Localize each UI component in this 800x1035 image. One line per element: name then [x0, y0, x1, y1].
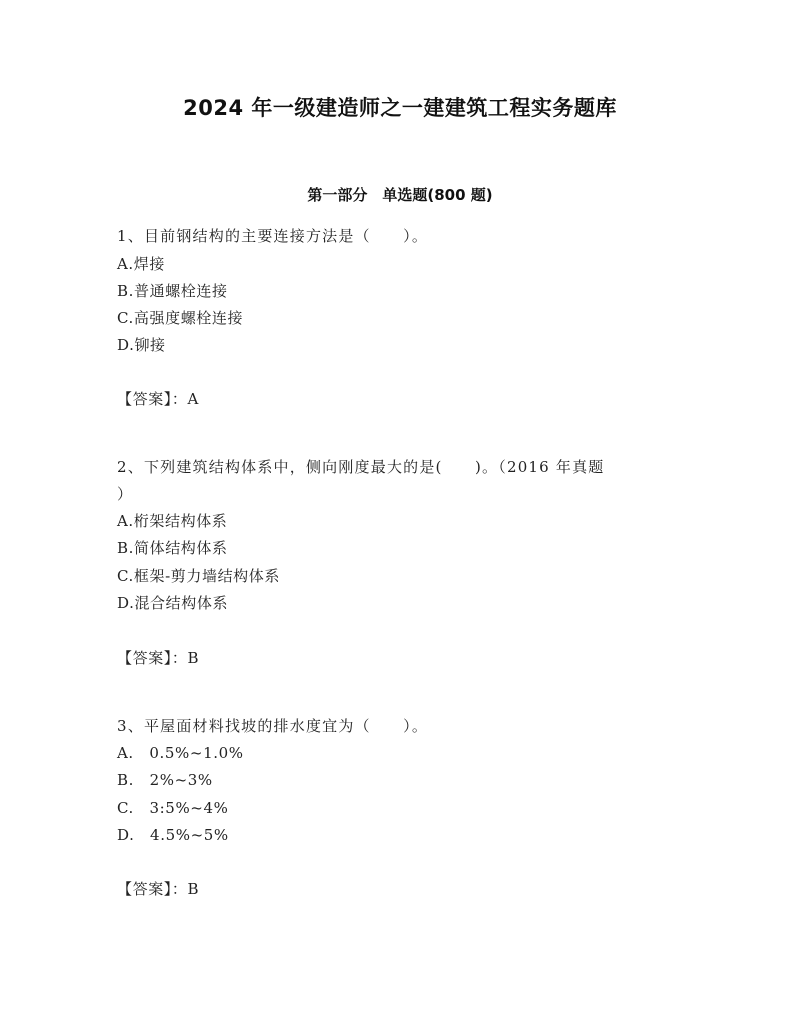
question-1-option-b: B.普通螺栓连接: [117, 282, 228, 300]
question-1-answer: 【答案】：A: [117, 390, 199, 408]
question-1-option-a: A.焊接: [117, 255, 166, 273]
question-1-option-d: D.铆接: [117, 336, 166, 354]
question-2-stem: 2、下列建筑结构体系中，侧向刚度最大的是( )。（2016 年真题: [117, 458, 605, 476]
question-2-stem-continuation: ）: [117, 485, 133, 503]
question-2-option-a: A.桁架结构体系: [117, 512, 228, 530]
question-2-option-c: C.框架-剪力墙结构体系: [117, 567, 280, 585]
question-2-answer: 【答案】：B: [117, 649, 200, 667]
question-1-stem: 1、目前钢结构的主要连接方法是（ ）。: [117, 227, 429, 245]
question-3-option-a: A. 0.5%~1.0%: [117, 744, 244, 762]
question-1-option-c: C.高强度螺栓连接: [117, 309, 244, 327]
question-3-stem: 3、平屋面材料找坡的排水度宜为（ ）。: [117, 717, 429, 735]
document-title: 2024 年一级建造师之一建建筑工程实务题库: [183, 96, 617, 120]
section-title: 第一部分 单选题(800 题): [307, 186, 493, 204]
question-2-option-b: B.简体结构体系: [117, 539, 228, 557]
question-3-option-d: D. 4.5%~5%: [117, 826, 229, 844]
question-3-answer: 【答案】：B: [117, 880, 200, 898]
question-2-option-d: D.混合结构体系: [117, 594, 229, 612]
question-3-option-c: C. 3:5%~4%: [117, 799, 229, 817]
question-3-option-b: B. 2%~3%: [117, 771, 213, 789]
